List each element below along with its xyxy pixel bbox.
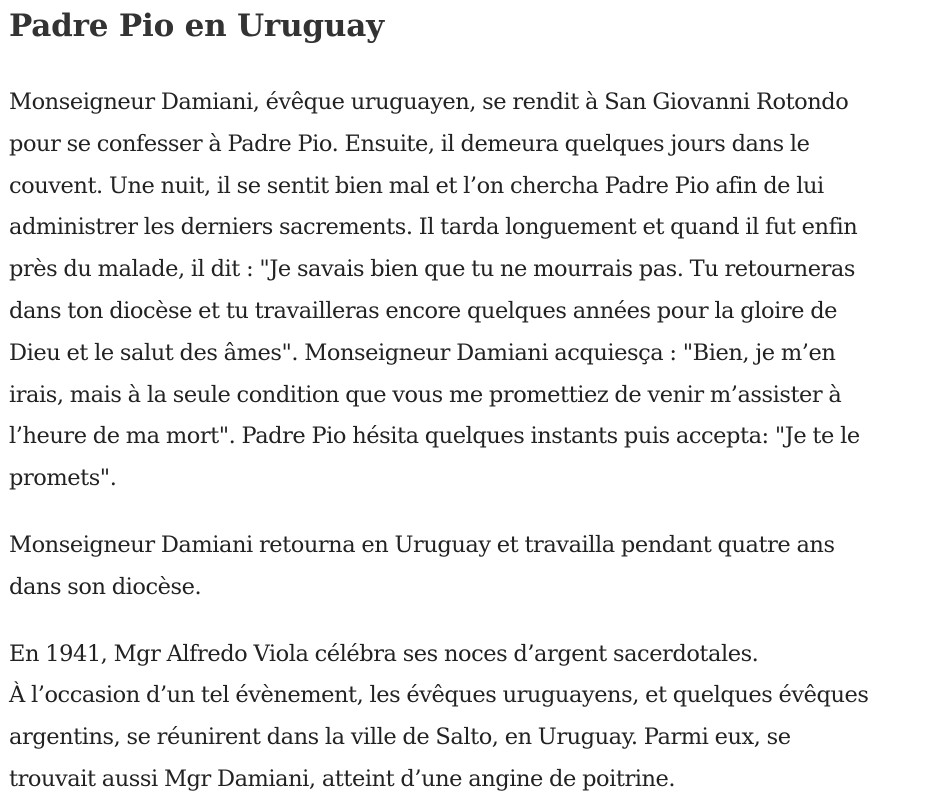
text-line: dans ton diocèse et tu travailleras encore quelques années pour la gloire de bbox=[9, 297, 838, 324]
article-title: Padre Pio en Uruguay bbox=[9, 8, 384, 44]
text-line: trouvait aussi Mgr Damiani, atteint d’une angine de poitrine. bbox=[9, 765, 676, 792]
text-line: dans son diocèse. bbox=[9, 573, 202, 600]
text-line: En 1941, Mgr Alfredo Viola célébra ses noces d’argent sacerdotales. bbox=[9, 640, 759, 667]
text-line: Dieu et le salut des âmes". Monseigneur Damiani acquiesça : "Bien, je m’en bbox=[9, 339, 836, 366]
text-line: Monseigneur Damiani, évêque uruguayen, se rendit à San Giovanni Rotondo bbox=[9, 89, 849, 115]
text-line: près du malade, il dit : "Je savais bien que tu ne mourrais pas. Tu retourneras bbox=[9, 256, 855, 283]
text-line: argentins, se réunirent dans la ville de Salto, en Uruguay. Parmi eux, se bbox=[9, 724, 791, 751]
text-line: Monseigneur Damiani retourna en Uruguay et travailla pendant quatre ans bbox=[9, 531, 835, 558]
text-line: administrer les derniers sacrements. Il tarda longuement et quand il fut enfin bbox=[9, 214, 858, 241]
paragraph-1 bbox=[9, 82, 939, 500]
paragraph-3 bbox=[9, 634, 939, 801]
text-line: l’heure de ma mort". Padre Pio hésita quelques instants puis accepta: "Je te le bbox=[9, 423, 860, 450]
text-line: pour se confesser à Padre Pio. Ensuite, il demeura quelques jours dans le bbox=[9, 130, 810, 157]
paragraph-2 bbox=[9, 525, 939, 609]
text-line: À l’occasion d’un tel évènement, les évêques uruguayens, et quelques évêques bbox=[9, 682, 869, 709]
text-line: promets". bbox=[9, 465, 117, 492]
text-line: irais, mais à la seule condition que vous me promettiez de venir m’assister à bbox=[9, 381, 842, 408]
text-line: couvent. Une nuit, il se sentit bien mal et l’on chercha Padre Pio afin de lui bbox=[9, 172, 824, 199]
